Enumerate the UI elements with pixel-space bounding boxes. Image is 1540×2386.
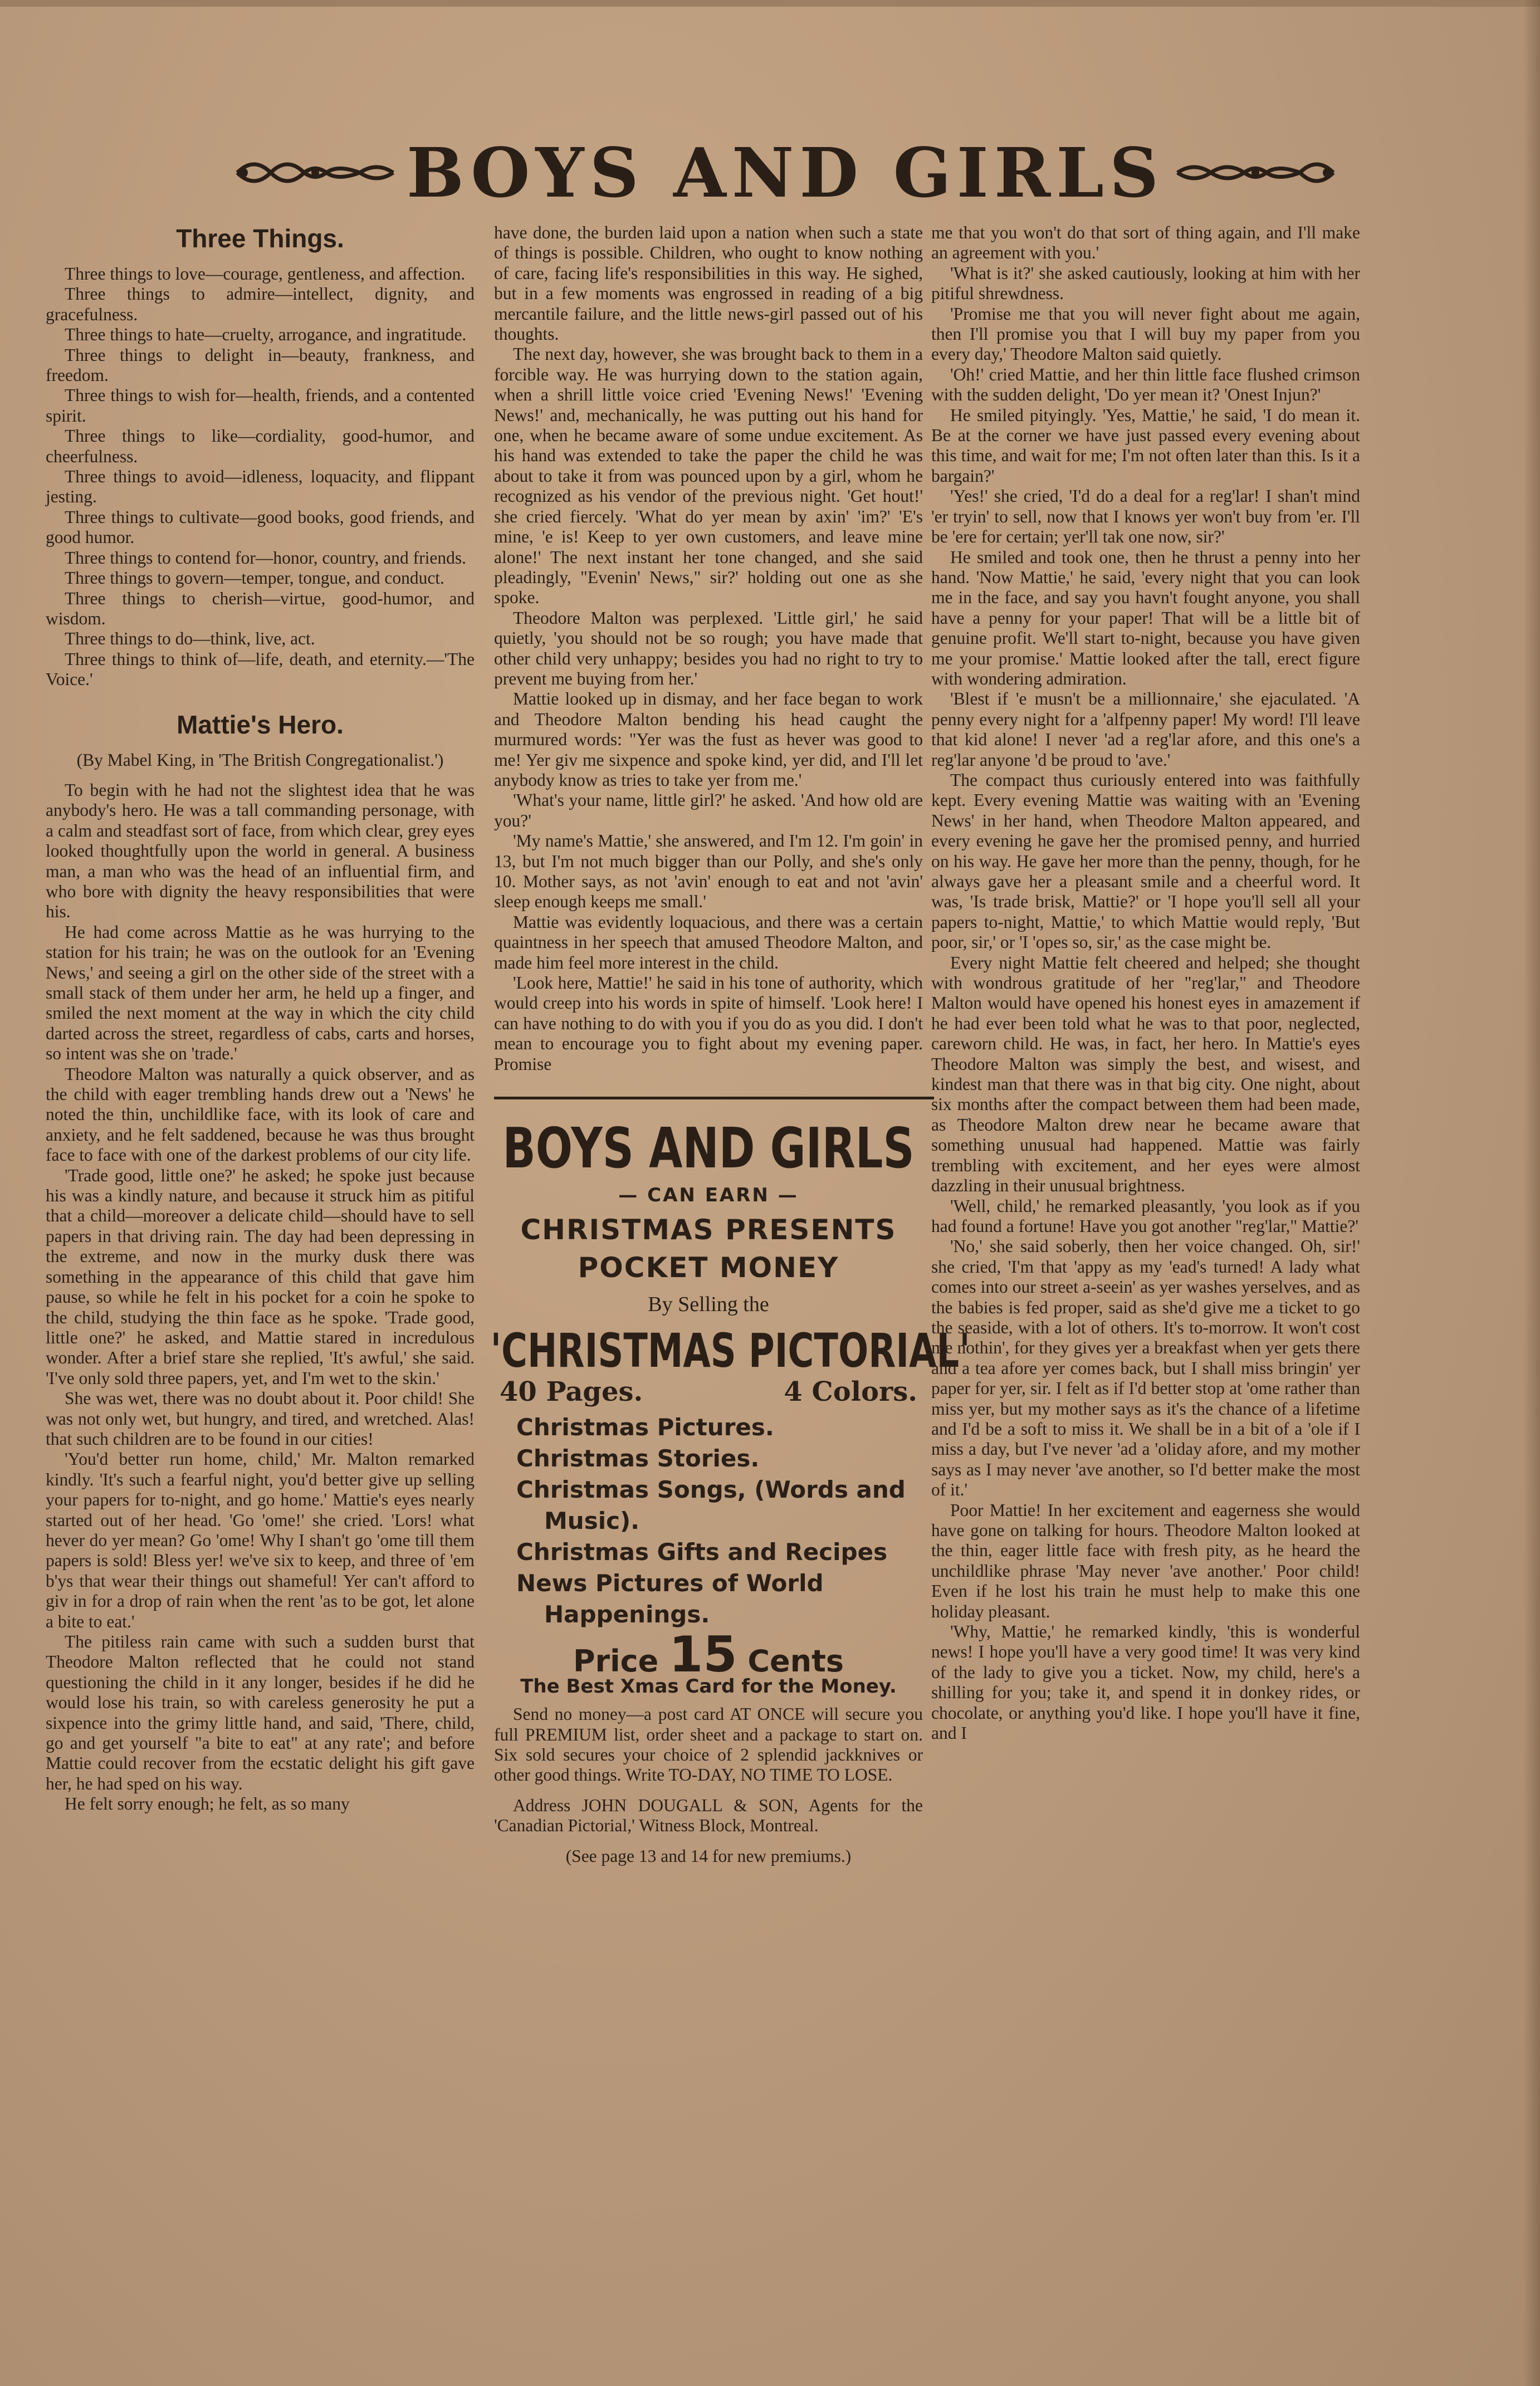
paragraph: Three things to like—cordiality, good-humor, and cheerfulness. (46, 426, 475, 466)
ad-title: BOYS AND GIRLS (502, 1116, 915, 1181)
ad-feature: Christmas Stories. (516, 1445, 760, 1473)
paragraph: He felt sorry enough; he felt, as so many (65, 1794, 350, 1814)
three-things-list (46, 264, 475, 690)
paragraph: The pitiless rain came with such a sudden burst that Theodore Malton reflected that he could not stand questioning the child in it any longer, besides if he did he would lose his train, so with careless generosity he put a sixpence into the grimy little hand, and said, 'There, child, go and get yourself "a bite to eat" at any rate'; and before Mattie could recover from the ecstatic delight his gift gave her, he had sped on his way. (46, 1632, 475, 1793)
ad-paragraph: Send no money—a post card AT ONCE will secure you full PREMIUM list, order sheet and a package to start on. Six sold secures your choice of 2 splendid jackknives or other good things. Write TO-DAY, NO TIME TO LOSE. (494, 1704, 923, 1785)
ad-feature: Christmas Pictures. (516, 1414, 774, 1441)
paragraph: Poor Mattie! In her excitement and eagerness she would have gone on talking for hours. Theodore Malton looked at the thin, eager little face with fresh pity, as he heard the unchildlike phrase 'May never 'ave another.' Poor child! Even if he lost his train he must help to make this one holiday pleasant. (931, 1500, 1360, 1621)
paragraph: To begin with he had not the slightest idea that he was anybody's hero. He was a tall commanding personage, with a calm and steadfast sort of face, from which clear, grey eyes looked thoughtfully upon the world in general. A business man, a man who was the head of an influential firm, and who bore with dignity the heavy responsibilities that were his. (46, 780, 475, 922)
page-top-edge (0, 0, 1540, 7)
paragraph: 'Promise me that you will never fight about me again, then I'll promise you that I will buy my paper from you every day,' Theodore Malton said quietly. (931, 304, 1360, 364)
paragraph: Theodore Malton was perplexed. 'Little girl,' he said quietly, 'you should not be so rough; you have made that other child very unhappy; besides you had no right to try to prevent me buying from her.' (494, 608, 923, 688)
right-ornament-icon (1172, 153, 1339, 192)
paragraph: 'What is it?' she asked cautiously, looking at him with her pitiful shrewdness. (931, 263, 1360, 304)
paragraph: 'Look here, Mattie!' he said in his tone of authority, which would creep into his words in spite of himself. 'Look here! I can have nothing to do with you if you do as you did. I don't mean to encourage you to fight about my evening paper. Promise (494, 973, 923, 1074)
column-2 (490, 223, 970, 1866)
paragraph: Three things to cherish—virtue, good-humor, and wisdom. (46, 588, 475, 628)
left-ornament-icon (232, 153, 399, 192)
paragraph: Mattie was evidently loquacious, and there was a certain quaintness in her speech that amused Theodore Malton, and made him feel more interest in the child. (494, 912, 923, 972)
paragraph: The compact thus curiously entered into was faithfully kept. Every evening Mattie was waiting with an 'Evening News' in her hand, when Theodore Malton appeared, and every evening he gave her the promised penny, and hurried on his way. He gave her more than the penny, though, for he always gave her a pleasant smile and a cheerful word. It was, 'Is trade brisk, Mattie?' or 'I hope you'll sell all your papers to-night, Mattie,' to which Mattie would reply, 'But poor, sir,' or 'I 'opes so, sir,' as the case might be. (931, 770, 1360, 952)
paragraph: Three things to contend for—honor, country, and friends. (65, 547, 467, 568)
spacer (46, 690, 475, 709)
ad-price-label: Price (573, 1644, 659, 1679)
paragraph: Three things to admire—intellect, dignity, and gracefulness. (46, 284, 475, 324)
ad-specs (494, 1376, 923, 1407)
paragraph: He smiled pityingly. 'Yes, Mattie,' he said, 'I do mean it. Be at the corner we have just passed every evening about this time, and wait for me; I'm not often later than this. Is it a bargain?' (931, 405, 1360, 486)
ad-address: Address JOHN DOUGALL & SON, Agents for the 'Canadian Pictorial,' Witness Block, Montreal. (494, 1795, 923, 1836)
paragraph: 'You'd better run home, child,' Mr. Malton remarked kindly. 'It's such a fearful night, you'd better give up selling your papers for to-night, and go home.' Mattie's eyes nearly started out of her head. 'Go 'ome!' she cried. 'Lors! what hever do yer mean? Go 'ome! Why I shan't go 'ome till them papers is sold! Bless yer! we've six to keep, and three of 'em b'ys that wear their things out shameful! Yer can't afford to giv in for a drop of rain when the rent 'as to be got, let alone a bite to eat.' (46, 1449, 475, 1631)
paragraph: 'Trade good, little one?' he asked; he spoke just because his was a kindly nature, and because it struck him as pitiful that a child—moreover a delicate child—should have to sell papers in that driving rain. The day had been depressing in the extreme, and now in the murky dusk there was something in the appearance of this child that gave him pause, so while he felt in his pocket for a coin he spoke to the child, studying the thin face as he spoke. 'Trade good, little one?' he asked, and Mattie stared in incredulous wonder. After a brief stare she replied, 'It's awful,' she said. 'I've only sold three papers, yet, and I'm wet to the skin.' (46, 1165, 475, 1388)
paragraph: Three things to delight in—beauty, frankness, and freedom. (46, 345, 475, 385)
ad-see-note: (See page 13 and 14 for new premiums.) (565, 1846, 852, 1866)
three-things-heading: Three Things. (176, 224, 344, 253)
column-1 (46, 223, 475, 1815)
ad-pictorial-title: 'CHRISTMAS PICTORIAL' (490, 1323, 970, 1378)
paragraph: He smiled and took one, then he thrust a penny into her hand. 'Now Mattie,' he said, 'every night that you can look me in the face, and say you havn't fought anyone, you shall have a penny for your paper! That will be a little bit of genuine profit. We'll start to-night, because you have given me your promise.' Mattie looked after the tall, erect figure with wondering admiration. (931, 547, 1360, 688)
page-title: BOYS AND GIRLS (406, 133, 1165, 213)
paragraph: Three things to cultivate—good books, good friends, and good humor. (46, 507, 475, 547)
ad-feature: Christmas Gifts and Recipes (516, 1538, 888, 1566)
page-header (162, 133, 1409, 213)
ad-price-unit: Cents (747, 1644, 844, 1679)
matties-hero-heading: Mattie's Hero. (177, 710, 344, 739)
paragraph: Three things to love—courage, gentleness, and affection. (65, 264, 466, 283)
paragraph: me that you won't do that sort of thing again, and I'll make an agreement with you.' (931, 223, 1360, 263)
ad-feature: News Pictures of World Happenings. (516, 1570, 824, 1629)
paragraph: He had come across Mattie as he was hurrying to the station for his train; he was on the outlook for an 'Evening News,' and seeing a girl on the other side of the street with a small stack of them under her arm, he held up a finger, and smiled the next moment at the way in which the city child darted across the street, regardless of cabs, carts and horses, so intent was she on 'trade.' (46, 922, 475, 1064)
divider (494, 1097, 934, 1099)
ad-can-earn: — CAN EARN — (618, 1184, 799, 1207)
ad-selling: By Selling the (648, 1293, 769, 1317)
page-right-edge-shadow (1523, 0, 1540, 2386)
ad-feature-list (494, 1412, 923, 1630)
ad-price (494, 1626, 923, 1684)
paragraph: Theodore Malton was naturally a quick observer, and as the child with eager trembling hands drew out a 'News' he noted the thin, unchildlike face, with its look of care and anxiety, and he felt saddened, because he was thus brought face to face with one of the darkest problems of our city life. (46, 1064, 475, 1165)
column-3 (931, 223, 1360, 1743)
paragraph: Mattie looked up in dismay, and her face began to work and Theodore Malton bending his head caught the murmured words: "Yer was the fust as hever was good to me! Yer giv me sixpence and spoke kind, yer did, and I'll let anybody know as tries to take yer from me.' (494, 689, 923, 790)
paragraph: Three things to hate—cruelty, arrogance, and ingratitude. (65, 325, 467, 345)
ad-body (494, 1704, 923, 1836)
paragraph: Three things to govern—temper, tongue, and conduct. (65, 568, 444, 588)
paragraph: 'My name's Mattie,' she answered, and I'm 12. I'm goin' in 13, but I'm not much bigger than our Polly, and she's only 10. Mother says, as not 'avin' enough to eat and not 'avin' sleep enough keeps me small.' (494, 831, 923, 912)
ad-colors: 4 Colors. (784, 1376, 917, 1407)
paragraph: Three things to do—think, live, act. (65, 629, 315, 649)
ad-line-christmas-presents: CHRISTMAS PRESENTS (520, 1214, 897, 1246)
ad-tagline: The Best Xmas Card for the Money. (520, 1675, 897, 1698)
paragraph: 'No,' she said soberly, then her voice changed. Oh, sir!' she cried, 'I'm that 'appy as my 'ead's turned! A lady what comes into our street a-seein' as yer washes yerselves, and as the babies is fed proper, said as she'd give me a ticket to go the seaside, with a lot of others. It's to-morrow. It won't cost me nothin', for they gives yer a breakfast when yer gets there and a tea afore yer comes back, but I shall miss bringin' yer paper for yer, sir. I felt as if I'd better stop at 'ome rather than miss yer, but my mother says as it's the chance of a lifetime and I'd be a soft to miss it. We shall be in a bit of a 'ole if I miss a day, but I've never 'ad a 'oliday afore, and my mother says as I may never 'ave another, so I'd better make the most of it.' (931, 1236, 1360, 1500)
paragraph: Every night Mattie felt cheered and helped; she thought with wondrous gratitude of her "reg'lar," and Theodore Malton would have opened his honest eyes in amazement if he had ever been told what he was to that poor, neglected, careworn child. He was, in fact, her hero. In Mattie's eyes Theodore Malton was simply the best, and wisest, and kindest man that there was in that big city. One night, about six months after the compact between them had been made, as Theodore Malton drew near he became aware that something unusual had happened. Mattie was fairly trembling with excitement, and her eyes were almost dazzling in their unusual brightness. (931, 952, 1360, 1196)
paragraph: 'What's your name, little girl?' he asked. 'And how old are you?' (494, 790, 923, 830)
paragraph: have done, the burden laid upon a nation when such a state of things is possible. Children, who ought to know nothing of care, facing life's responsibilities in this way. He sighed, but in a few moments was engrossed in reading of a big mercantile failure, and the little news-girl passed out of his thoughts. (494, 223, 923, 344)
paragraph: 'Yes!' she cried, 'I'd do a deal for a reg'lar! I shan't mind 'er tryin' to sell, now that I knows yer won't buy from 'er. I'll be 'ere for certain; yer'll tak one now, sir?' (931, 486, 1360, 547)
paragraph: Three things to wish for—health, friends, and a contented spirit. (46, 385, 475, 426)
paragraph: 'Why, Mattie,' he remarked kindly, 'this is wonderful news! I hope you'll have a very good time! It was very kind of the lady to give you a ticket. Now, my child, here's a shilling for you; take it, and spend it in donkey rides, or chocolate, or anything you'd like. I hope you'll have it fine, and I (931, 1622, 1360, 1743)
ad-pages: 40 Pages. (500, 1376, 643, 1407)
paragraph: 'Oh!' cried Mattie, and her thin little face flushed crimson with the sudden delight, 'Do yer mean it? 'Onest Injun?' (931, 364, 1360, 405)
paragraph: Three things to avoid—idleness, loquacity, and flippant jesting. (46, 467, 475, 507)
paragraph: The next day, however, she was brought back to them in a forcible way. He was hurrying down to the station again, when a shrill little voice cried 'Evening News!' 'Evening News!' and, mechanically, he was putting out his hand for one, when he became aware of some undue excitement. As his hand was extended to take the paper the child he was about to take it from was pounced upon by a girl, whom he recognized as his vendor of the previous night. 'Get hout!' she cried fiercely. 'What do yer mean by axin' 'im?' 'E's mine, 'e is! Keep to yer own customers, and leave mine alone!' The next instant her tone changed, and she said pleadingly, "Evenin' News," sir?' holding out one as she spoke. (494, 344, 923, 608)
ad-feature: Christmas Songs, (Words and Music). (516, 1476, 906, 1535)
paragraph: 'Well, child,' he remarked pleasantly, 'you look as if you had found a fortune! Have you got another "reg'lar," Mattie?' (931, 1196, 1360, 1236)
advertisement (490, 1116, 970, 1866)
paragraph: She was wet, there was no doubt about it. Poor child! She was not only wet, but hungry, and tired, and wretched. Alas! that such children are to be found in our cities! (46, 1388, 475, 1449)
ad-line-pocket-money: POCKET MONEY (578, 1251, 839, 1284)
ad-price-number: 15 (669, 1626, 737, 1684)
paragraph: Three things to think of—life, death, and eternity.—'The Voice.' (46, 649, 475, 690)
paragraph: 'Blest if 'e musn't be a millionnaire,' she ejaculated. 'A penny every night for a 'alfpenny paper! My word! I'll leave that kid alone! I never 'ad a reg'lar afore, and this one's a reg'lar anyone 'd be proud to 'ave.' (931, 689, 1360, 770)
byline: (By Mabel King, in 'The British Congregationalist.') (76, 750, 444, 770)
